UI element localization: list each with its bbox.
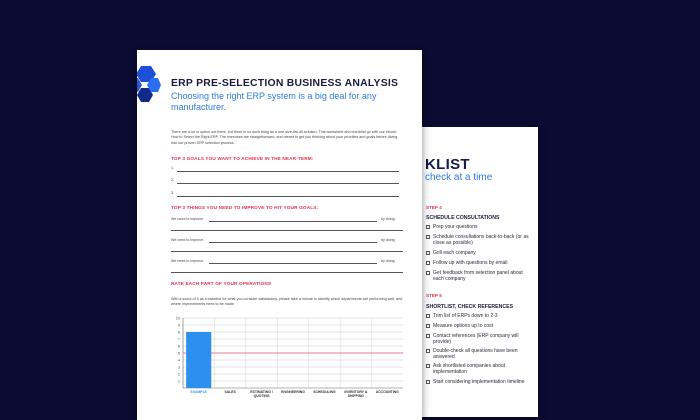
improve-prefix: We need to improve bbox=[171, 217, 204, 221]
y-tick-label: 9 bbox=[177, 323, 180, 328]
improve-answer-line[interactable] bbox=[209, 242, 377, 243]
improve-suffix: by doing bbox=[381, 259, 395, 263]
goal-answer-line[interactable] bbox=[177, 183, 399, 184]
checkbox[interactable] bbox=[426, 380, 430, 384]
checkbox[interactable] bbox=[426, 271, 430, 275]
checkbox[interactable] bbox=[426, 235, 430, 239]
improve-prefix: We need to improve bbox=[171, 238, 204, 242]
worksheet-page bbox=[137, 50, 422, 420]
improve-answer-line[interactable] bbox=[171, 272, 403, 273]
goal-number: 2. bbox=[171, 178, 175, 182]
step-4-label: STEP 4 bbox=[426, 205, 442, 210]
checklist-item: Get feedback from selection panel about each company bbox=[426, 270, 534, 282]
y-tick-label: 5 bbox=[177, 351, 180, 356]
x-category-label: ENGINEERING bbox=[281, 390, 305, 394]
y-tick-label: 3 bbox=[177, 365, 180, 370]
x-category-label: ACCOUNTING bbox=[375, 390, 399, 394]
y-tick-label: 8 bbox=[177, 330, 180, 335]
checklist-item: Double-check all questions have been answered bbox=[426, 348, 534, 360]
improve-answer-line[interactable] bbox=[209, 263, 377, 264]
goal-number: 3. bbox=[171, 191, 175, 195]
checklist-item: Measure options up to cost bbox=[426, 323, 534, 329]
y-tick-label: 7 bbox=[177, 337, 180, 342]
goals-heading: TOP 3 GOALS YOU WANT TO ACHIEVE IN THE NEAR-TERM: bbox=[171, 156, 314, 161]
checklist-item: Prep your questions bbox=[426, 224, 534, 230]
y-tick-label: 4 bbox=[177, 358, 180, 363]
worksheet-title: ERP PRE-SELECTION BUSINESS ANALYSIS bbox=[171, 78, 399, 89]
checkbox[interactable] bbox=[426, 261, 430, 265]
checklist-item: Contact references (ERP company will provide) bbox=[426, 333, 534, 345]
x-category-label: SALES bbox=[224, 390, 236, 394]
checklist-item: Schedule consultations back-to-back (or as close as possible) bbox=[426, 234, 534, 246]
checkbox[interactable] bbox=[426, 324, 430, 328]
goal-number: 1. bbox=[171, 166, 175, 170]
step-5-heading: SHORTLIST, CHECK REFERENCES bbox=[426, 304, 514, 310]
worksheet-intro: There are a lot of option out there, but there is no such thing as a one-size-fits-all solution. This worksheet and checklist go with our ebook: How to Select the Right ERP. The exercises are straightforward, and meant to get you thinking about your priorities and goals before diving into our proven ERP selection process. bbox=[171, 130, 398, 145]
improve-answer-line[interactable] bbox=[171, 251, 403, 252]
goal-answer-line[interactable] bbox=[177, 171, 399, 172]
improve-prefix: We need to improve bbox=[171, 259, 204, 263]
x-category-label: SCHEDULING bbox=[313, 390, 336, 394]
bar-example bbox=[186, 332, 211, 388]
y-tick-label: 2 bbox=[177, 372, 180, 377]
improve-suffix: by doing bbox=[381, 217, 395, 221]
x-category-label: INVENTORY & SHIPPING bbox=[344, 390, 368, 398]
improve-heading: TOP 3 THINGS YOU NEED TO IMPROVE TO HIT YOUR GOALS: bbox=[171, 205, 319, 210]
checklist-item: Ask shortlisted companies about implementation bbox=[426, 363, 534, 375]
checkbox[interactable] bbox=[426, 314, 430, 318]
improve-answer-line[interactable] bbox=[171, 230, 403, 231]
checkbox[interactable] bbox=[426, 225, 430, 229]
x-category-label: ESTIMATING / QUOTING bbox=[250, 390, 273, 398]
checklist-page bbox=[415, 127, 538, 417]
y-tick-label: 6 bbox=[177, 344, 180, 349]
checklist-subtitle: check at a time bbox=[425, 172, 493, 183]
worksheet-subtitle: Choosing the right ERP system is a big deal for any manufacturer. bbox=[171, 91, 377, 112]
x-category-label: EXAMPLE bbox=[190, 390, 207, 394]
rate-intro: With a score of 5 as a baseline for what you consider satisfactory, please take a minute to identify which departments are performing well, and where improvements need to be made. bbox=[171, 297, 403, 307]
improve-suffix: by doing bbox=[381, 238, 395, 242]
checkbox[interactable] bbox=[426, 364, 430, 368]
step-4-heading: SCHEDULE CONSULTATIONS bbox=[426, 215, 500, 221]
checklist-item: Grill each company bbox=[426, 250, 534, 256]
y-tick-label: 1 bbox=[177, 379, 180, 384]
y-tick-label: 10 bbox=[175, 316, 180, 321]
hexagon-logo-icon bbox=[137, 64, 161, 102]
operations-rating-chart bbox=[169, 315, 405, 415]
rate-heading: RATE EACH PART OF YOUR OPERATIONS bbox=[171, 281, 272, 286]
improve-answer-line[interactable] bbox=[209, 221, 377, 222]
goal-answer-line[interactable] bbox=[177, 196, 399, 197]
checkbox[interactable] bbox=[426, 349, 430, 353]
checkbox[interactable] bbox=[426, 334, 430, 338]
checkbox[interactable] bbox=[426, 251, 430, 255]
checklist-item: Follow up with questions by email bbox=[426, 260, 534, 266]
checklist-item: Start considering implementation timeline bbox=[426, 379, 534, 385]
checklist-title: KLIST bbox=[425, 156, 470, 173]
checklist-item: Trim list of ERPs down to 2-3 bbox=[426, 313, 534, 319]
step-5-label: STEP 5 bbox=[426, 293, 442, 298]
